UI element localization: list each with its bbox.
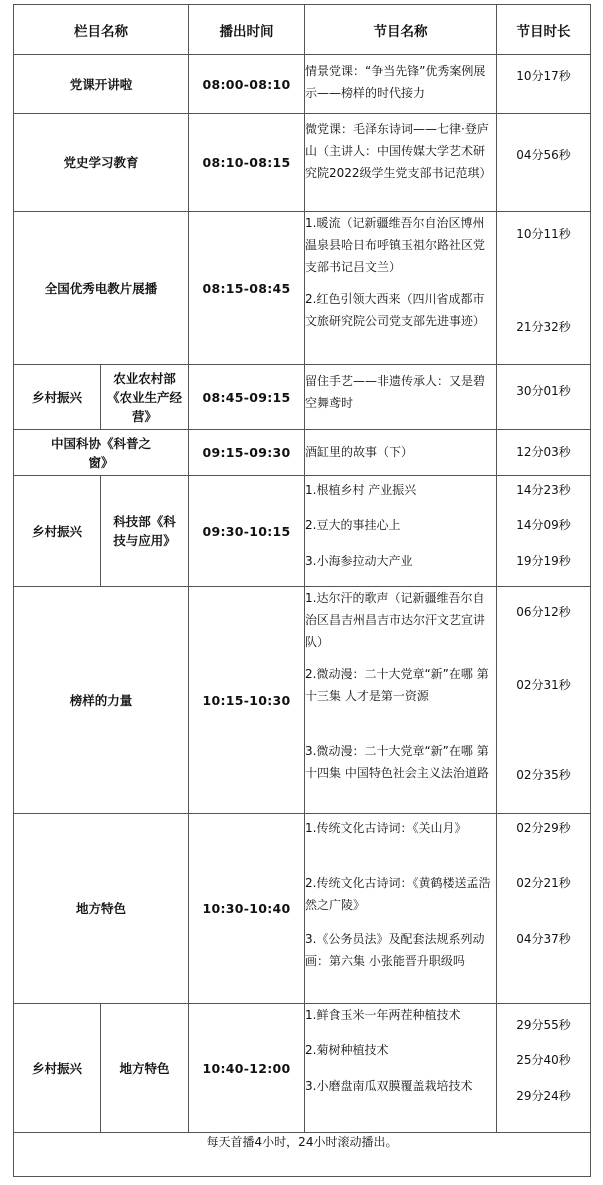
duration-cell — [497, 430, 591, 476]
duration-text: 02分21秒 — [516, 876, 571, 890]
duration-text: 04分56秒 — [516, 148, 571, 162]
duration-text: 21分32秒 — [516, 320, 571, 334]
subcategory-cell: 农业农村部《农业生产经营》 — [101, 365, 189, 430]
duration-text: 29分55秒 — [516, 1018, 571, 1032]
table-row — [14, 587, 591, 814]
category-cell: 乡村振兴 — [14, 1004, 101, 1133]
program-cell — [305, 814, 497, 1004]
program-text: 酒缸里的故事（下） — [305, 445, 414, 459]
table-row — [14, 55, 591, 114]
schedule-table — [13, 4, 591, 1177]
footer-row — [14, 1133, 591, 1177]
time-cell: 08:45-09:15 — [189, 365, 305, 430]
duration-cell — [497, 212, 591, 365]
program-text: 3.《公务员法》及配套法规系列动画：第六集 小张能晋升职级吗 — [305, 932, 485, 968]
program-cell — [305, 114, 497, 212]
duration-text: 14分09秒 — [516, 518, 571, 532]
duration-text: 02分35秒 — [516, 768, 571, 782]
program-text: 3.微动漫：二十大党章“新”在哪 第十四集 中国特色社会主义法治道路 — [305, 744, 489, 780]
duration-text: 10分17秒 — [516, 69, 571, 83]
duration-text: 29分24秒 — [516, 1089, 571, 1103]
duration-cell — [497, 365, 591, 430]
program-cell — [305, 55, 497, 114]
program-text: 留住手艺——非遗传承人：又是碧空舞鸢时 — [305, 374, 486, 410]
duration-cell — [497, 55, 591, 114]
duration-text: 30分01秒 — [516, 384, 571, 398]
header-category: 栏目名称 — [14, 5, 189, 55]
duration-cell — [497, 587, 591, 814]
program-text: 1.根植乡村 产业振兴 — [305, 483, 417, 497]
duration-text: 25分40秒 — [516, 1053, 571, 1067]
header-row — [14, 5, 591, 55]
duration-cell — [497, 476, 591, 587]
table-row — [14, 212, 591, 365]
duration-cell — [497, 814, 591, 1004]
program-cell — [305, 587, 497, 814]
time-cell: 10:30-10:40 — [189, 814, 305, 1004]
header-program: 节目名称 — [305, 5, 497, 55]
duration-cell — [497, 1004, 591, 1133]
program-text: 1.暖流（记新疆维吾尔自治区博州温泉县哈日布呼镇玉祖尔路社区党支部书记吕文兰） — [305, 216, 486, 274]
category-cell: 乡村振兴 — [14, 365, 101, 430]
program-cell — [305, 365, 497, 430]
time-cell: 08:10-08:15 — [189, 114, 305, 212]
table-row — [14, 476, 591, 587]
program-text: 2.豆大的事挂心上 — [305, 518, 401, 532]
program-text: 2.菊树种植技术 — [305, 1043, 389, 1057]
table-row — [14, 430, 591, 476]
category-cell: 全国优秀电教片展播 — [14, 212, 189, 365]
time-cell: 08:00-08:10 — [189, 55, 305, 114]
time-cell: 10:40-12:00 — [189, 1004, 305, 1133]
table-row — [14, 814, 591, 1004]
duration-text: 12分03秒 — [516, 445, 571, 459]
program-text: 3.小磨盘南瓜双膜覆盖栽培技术 — [305, 1079, 473, 1093]
time-cell: 10:15-10:30 — [189, 587, 305, 814]
category-cell: 党史学习教育 — [14, 114, 189, 212]
category-cell: 党课开讲啦 — [14, 55, 189, 114]
duration-text: 19分19秒 — [516, 554, 571, 568]
table-row — [14, 365, 591, 430]
time-cell: 08:15-08:45 — [189, 212, 305, 365]
program-cell — [305, 476, 497, 587]
table-row — [14, 114, 591, 212]
category-cell: 榜样的力量 — [14, 587, 189, 814]
program-text: 情景党课：“争当先锋”优秀案例展示——榜样的时代接力 — [305, 64, 486, 100]
category-cell: 中国科协《科普之窗》 — [14, 430, 189, 476]
duration-text: 06分12秒 — [516, 605, 571, 619]
program-text: 微党课：毛泽东诗词——七律·登庐山（主讲人：中国传媒大学艺术研究院2022级学生党支部书记范琪） — [305, 122, 492, 180]
program-text: 2.红色引领大西来（四川省成都市文旅研究院公司党支部先进事迹） — [305, 292, 486, 328]
duration-text: 04分37秒 — [516, 932, 571, 946]
subcategory-cell: 地方特色 — [101, 1004, 189, 1133]
subcategory-cell: 科技部《科技与应用》 — [101, 476, 189, 587]
header-duration: 节目时长 — [497, 5, 591, 55]
program-text: 2.微动漫：二十大党章“新”在哪 第十三集 人才是第一资源 — [305, 667, 489, 703]
duration-text: 02分29秒 — [516, 821, 571, 835]
duration-text: 10分11秒 — [516, 227, 571, 241]
footer-note: 每天首播4小时，24小时滚动播出。 — [14, 1133, 591, 1177]
category-cell: 地方特色 — [14, 814, 189, 1004]
header-time: 播出时间 — [189, 5, 305, 55]
duration-text: 14分23秒 — [516, 483, 571, 497]
category-cell: 乡村振兴 — [14, 476, 101, 587]
program-cell — [305, 1004, 497, 1133]
program-cell — [305, 430, 497, 476]
table-row — [14, 1004, 591, 1133]
program-text: 3.小海参拉动大产业 — [305, 554, 413, 568]
program-text: 2.传统文化古诗词：《黄鹤楼送孟浩然之广陵》 — [305, 876, 491, 912]
program-cell — [305, 212, 497, 365]
time-cell: 09:30-10:15 — [189, 476, 305, 587]
program-text: 1.鲜食玉米一年两茬种植技术 — [305, 1008, 461, 1022]
program-text: 1.达尔汗的歌声（记新疆维吾尔自治区昌吉州昌吉市达尔汗文艺宣讲队） — [305, 591, 486, 649]
duration-cell — [497, 114, 591, 212]
program-text: 1.传统文化古诗词：《关山月》 — [305, 821, 467, 835]
duration-text: 02分31秒 — [516, 678, 571, 692]
time-cell: 09:15-09:30 — [189, 430, 305, 476]
